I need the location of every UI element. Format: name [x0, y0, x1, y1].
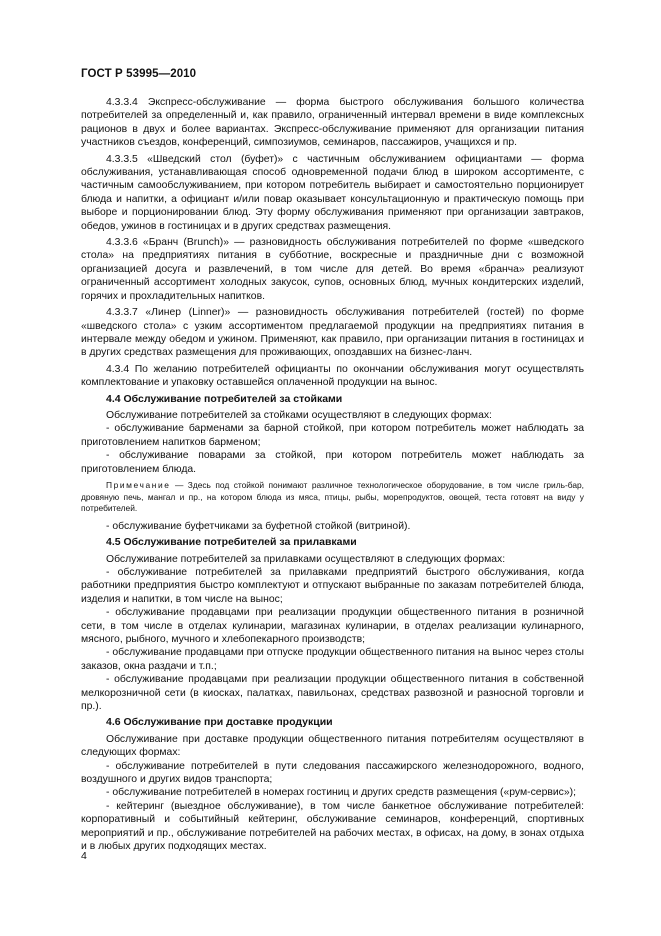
list-item: - обслуживание буфетчиками за буфетной стойкой (витриной).: [106, 520, 411, 532]
paragraph-4-3-3-5: 4.3.3.5 «Шведский стол (буфет)» с частичным обслуживанием официантами — форма обслуживания, устанавливающая способ одновременной подачи блюд в широком ассортименте, с частичным самообслуживанием, при котором потребитель выбирает и самостоятельно порционирует блюда и напитки, а официант и/или повар оказывает консультационную и практическую помощь при выборе и порционировании блюд. Эту форму обслуживания применяют при организации завтраков, обедов, ужинов в гостиницах и в других средствах размещения.: [81, 153, 584, 232]
list-item: - обслуживание поварами за стойкой, при котором потребитель может наблюдать за приготовлением блюда.: [81, 450, 584, 475]
list-item: - обслуживание продавцами при отпуске продукции общественного питания на вынос через столы заказов, окна раздачи и т.п.;: [81, 647, 584, 672]
list-item: - обслуживание потребителей за прилавками предприятий быстрого обслуживания, когда работники предприятия быстро комплектуют и отпускают выбранные по заказам потребителей блюда, изделия и напитки, в том числе на вынос;: [81, 566, 584, 605]
list-item: - обслуживание барменами за барной стойкой, при котором потребитель может наблюдать за приготовлением напитков барменом;: [81, 423, 584, 448]
note: [81, 480, 584, 515]
list-item: - кейтеринг (выездное обслуживание), в том числе банкетное обслуживание потребителей: корпоративный и событийный кейтеринг, обслуживание семинаров, конференций, спортивных мероприятий и пр., обслуживание потребителей на рабочих местах, в офисах, на дому, в зонах отдыха и в любых других подходящих местах.: [81, 800, 584, 853]
page-number: 4: [81, 850, 87, 862]
paragraph-4-3-3-7: 4.3.3.7 «Линер (Linner)» — разновидность обслуживания потребителей (гостей) по форме «шведского стола» с узким ассортиментом предлагаемой продукции на предприятиях питания в интервале между обедом и ужином. Применяют, как правило, при организации питания в гостиницах и в других средствах размещения для проживающих, опоздавших на бизнес-ланч.: [81, 307, 584, 359]
note-text: — Здесь под стойкой понимают различное технологическое оборудование, в том числе гриль-бар, дровяную печь, мангал и пр., на котором блюда из мяса, птицы, рыбы, морепродуктов, овощей, теста готовят на виду у потребителей.: [81, 479, 584, 514]
section-heading-4-6: 4.6 Обслуживание при доставке продукции: [106, 716, 333, 729]
list-item: - обслуживание потребителей в номерах гостиниц и других средств размещения («рум-сервис»);: [106, 787, 576, 799]
list-item: - обслуживание продавцами при реализации продукции общественного питания в розничной сети, в том числе в отделах кулинарии, магазинах кулинарии, в отделах реализации кулинарного, мясного, рыбного, мучного и хлебопекарного производств;: [81, 607, 584, 645]
section-heading-4-4: 4.4 Обслуживание потребителей за стойками: [106, 392, 343, 405]
list-item: - обслуживание потребителей в пути следования пассажирского железнодорожного, водного, воздушного и других видов транспорта;: [81, 760, 584, 786]
section-4-4-intro: Обслуживание потребителей за стойками осуществляют в следующих формах:: [106, 409, 492, 421]
section-4-5-intro: Обслуживание потребителей за прилавками осуществляют в следующих формах:: [106, 553, 506, 565]
list-item: - обслуживание продавцами при реализации продукции общественного питания в собственной мелкорозничной сети (в киосках, палатках, павильонах, средствах развозной и разносной торговли и пр.).: [81, 674, 584, 713]
document-header: ГОСТ Р 53995—2010: [81, 68, 197, 80]
section-4-6-intro: Обслуживание при доставке продукции общественного питания потребителям осуществляют в следующих формах:: [81, 733, 584, 759]
note-label: Примечание: [106, 479, 171, 490]
section-heading-4-5: 4.5 Обслуживание потребителей за прилавками: [106, 536, 357, 549]
paragraph-4-3-3-6: 4.3.3.6 «Бранч (Brunch)» — разновидность обслуживания потребителей по форме «шведского стола» на предприятиях питания в субботние, воскресные и праздничные дни с возможной организацией досуга и развлечений, в том числе для детей. Во время «бранча» реализуют ограниченный ассортимент холодных закусок, супов, основных блюд, мучных кондитерских изделий, горячих и прохладительных напитков.: [81, 237, 584, 302]
paragraph-4-3-4: 4.3.4 По желанию потребителей официанты по окончании обслуживания могут осуществлять комплектование и упаковку оставшейся оплаченной продукции на вынос.: [81, 363, 584, 389]
document-body: [81, 96, 584, 854]
paragraph-4-3-3-4: 4.3.3.4 Экспресс-обслуживание — форма быстрого обслуживания большого количества потребителей за определенный и, как правило, ограниченный интервал времени в виде комплексных рационов в двух и более вариантах. Экспресс-обслуживание применяют для организации питания участников съездов, конференций, симпозиумов, семинаров, пассажиров, учащихся и пр.: [81, 97, 584, 149]
